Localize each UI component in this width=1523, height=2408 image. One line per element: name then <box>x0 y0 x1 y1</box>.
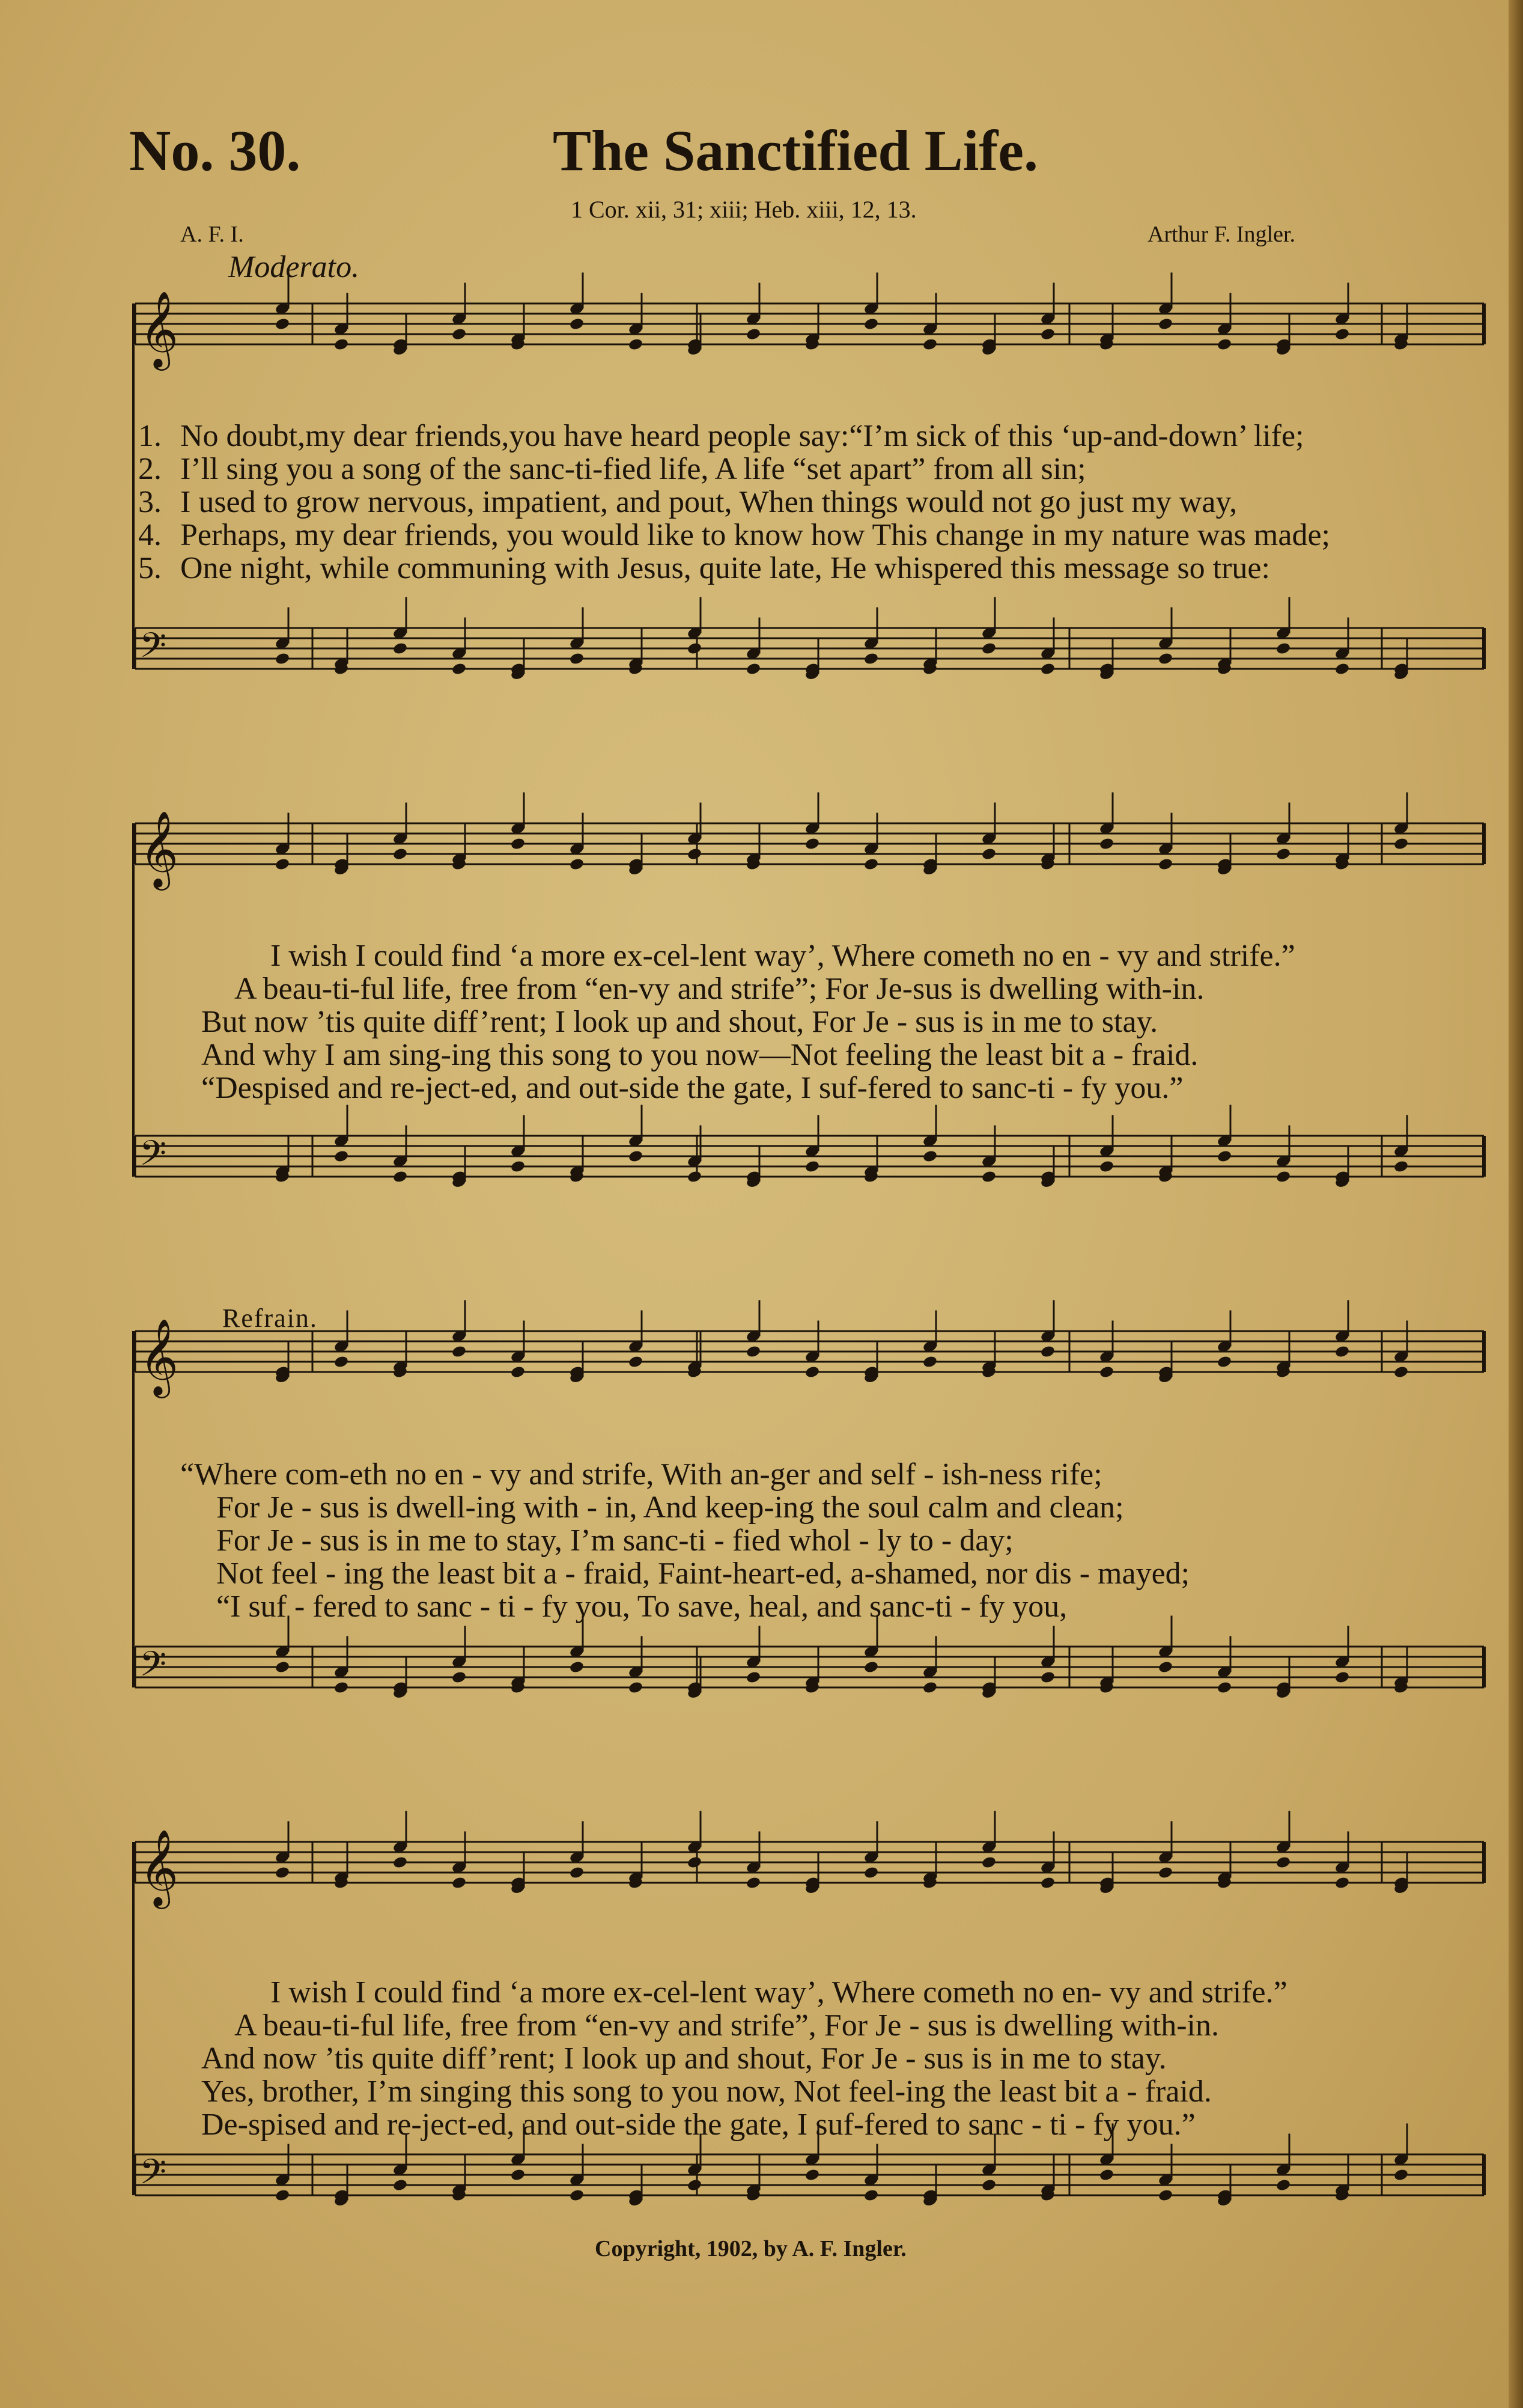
hymn-number: No. 30. <box>129 118 301 183</box>
refrain-line: For Je - sus is dwell-ing with - in, And keep-ing the soul calm and clean; <box>216 1490 1124 1525</box>
staff <box>135 1105 1484 1189</box>
refrain-line: Yes, brother, I’m singing this song to you now, Not feel-ing the least bit a - fraid. <box>201 2074 1212 2109</box>
copyright-notice: Copyright, 1902, by A. F. Ingler. <box>595 2236 907 2261</box>
verse-line: 5. One night, while communing with Jesus, quite late, He whispered this message so true: <box>138 551 1270 585</box>
verse-line: 2. I’ll sing you a song of the sanc-ti-fied life, A life “set apart” from all sin; <box>138 452 1086 486</box>
refrain-line: For Je - sus is in me to stay, I’m sanc-ti - fied whol - ly to - day; <box>216 1523 1014 1558</box>
verse-line: 1. No doubt,my dear friends,you have heard people say:“I’m sick of this ‘up-and-down’ life; <box>138 419 1304 453</box>
hymn-title: The Sanctified Life. <box>553 118 1038 183</box>
verse-line: 3. I used to grow nervous, impatient, and pout, When things would not go just my way, <box>138 485 1238 519</box>
staff <box>135 1616 1484 1699</box>
svg-text:𝄢: 𝄢 <box>139 625 167 674</box>
verse-line: I wish I could find ‘a more ex-cel-lent way’, Where cometh no en - vy and strife.” <box>270 939 1295 973</box>
refrain-line: Not feel - ing the least bit a - fraid, Faint-heart-ed, a-shamed, nor dis - mayed; <box>216 1556 1190 1591</box>
lyricist-credit: A. F. I. <box>180 222 244 247</box>
verse-line: But now ’tis quite diff’rent; I look up and shout, For Je - sus is in me to stay. <box>201 1005 1158 1039</box>
scripture-reference: 1 Cor. xii, 31; xiii; Heb. xiii, 12, 13. <box>571 196 917 223</box>
verse-line: A beau-ti-ful life, free from “en-vy and strife”; For Je-sus is dwelling with-in. <box>234 972 1205 1006</box>
svg-text:𝄢: 𝄢 <box>139 1644 167 1693</box>
svg-text:𝄞: 𝄞 <box>139 1829 179 1906</box>
refrain-line: De-spised and re-ject-ed, and out-side the gate, I suf-fered to sanc - ti - fy you.” <box>201 2108 1196 2142</box>
refrain-line: “I suf - fered to sanc - ti - fy you, To save, heal, and sanc-ti - fy you, <box>216 1590 1068 1624</box>
refrain-label: Refrain. <box>222 1303 318 1333</box>
refrain-line: I wish I could find ‘a more ex-cel-lent way’, Where cometh no en- vy and strife.” <box>270 1975 1287 2010</box>
svg-text:𝄞: 𝄞 <box>139 1318 179 1395</box>
refrain-line: “Where com-eth no en - vy and strife, With an-ger and self - ish-ness rife; <box>180 1457 1102 1492</box>
svg-text:𝄢: 𝄢 <box>139 1133 167 1182</box>
tempo-marking: Moderato. <box>228 250 360 284</box>
staff <box>135 597 1484 681</box>
refrain-line: A beau-ti-ful life, free from “en-vy and strife”, For Je - sus is dwelling with-in. <box>234 2008 1219 2043</box>
svg-text:𝄞: 𝄞 <box>139 290 179 367</box>
refrain-line: And now ’tis quite diff’rent; I look up and shout, For Je - sus is in me to stay. <box>201 2041 1167 2076</box>
verse-line: And why I am sing-ing this song to you now—Not feeling the least bit a - fraid. <box>201 1038 1199 1072</box>
svg-text:𝄢: 𝄢 <box>139 2151 167 2201</box>
verse-line: 4. Perhaps, my dear friends, you would like to know how This change in my nature was made; <box>138 518 1330 552</box>
svg-text:𝄞: 𝄞 <box>139 810 179 887</box>
composer-credit: Arthur F. Ingler. <box>1148 222 1296 247</box>
verse-line: “Despised and re-ject-ed, and out-side the gate, I suf-fered to sanc-ti - fy you.” <box>201 1071 1184 1105</box>
